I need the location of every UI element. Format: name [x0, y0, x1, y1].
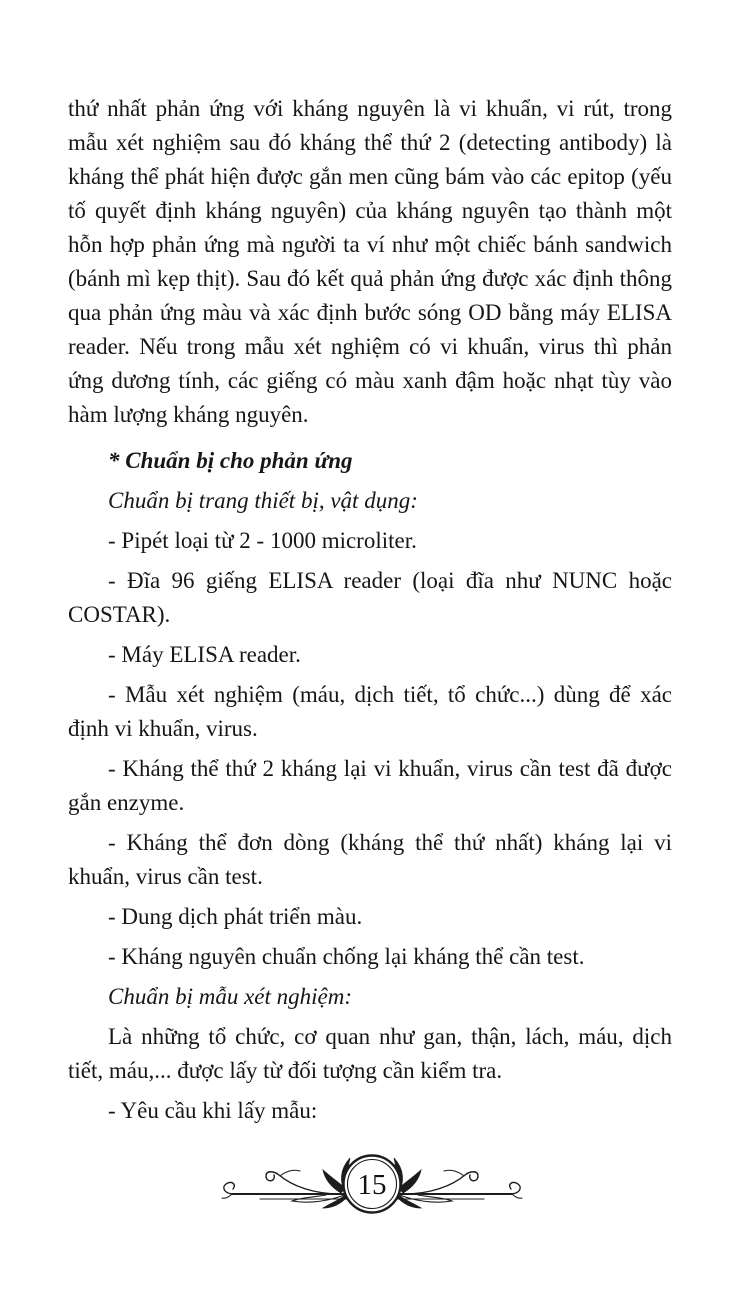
- list-item-elisa-plate: - Đĩa 96 giếng ELISA reader (loại đĩa như NUNC hoặc COSTAR).: [68, 568, 672, 627]
- intro-paragraph: thứ nhất phản ứng với kháng nguyên là vi khuẩn, vi rút, trong mẫu xét nghiệm sau đó kháng thể thứ 2 (detecting antibody) là kháng thể phát hiện được gắn men cũng bám vào các epitop (yếu tố quyết định kháng nguyên) của kháng nguyên tạo thành một hỗn hợp phản ứng mà người ta ví như một chiếc bánh sandwich (bánh mì kẹp thịt). Sau đó kết quả phản ứng được xác định thông qua phản ứng màu và xác định bước sóng OD bằng máy ELISA reader. Nếu trong mẫu xét nghiệm có vi khuẩn, virus thì phản ứng dương tính, các giếng có màu xanh đậm hoặc nhạt tùy vào hàm lượng kháng nguyên.: [68, 96, 672, 427]
- list-item-pipette: - Pipét loại từ 2 - 1000 microliter.: [108, 528, 417, 553]
- list-item-monoclonal-antibody: - Kháng thể đơn dòng (kháng thể thứ nhất) kháng lại vi khuẩn, virus cần test.: [68, 830, 672, 889]
- page-number: 15: [357, 1169, 387, 1201]
- list-item-color-solution: - Dung dịch phát triển màu.: [108, 904, 363, 929]
- list-item-sampling-requirements: - Yêu cầu khi lấy mẫu:: [108, 1098, 318, 1123]
- subsection-heading-equipment: Chuẩn bị trang thiết bị, vật dụng:: [108, 488, 418, 513]
- footer-ornament-icon: [220, 1143, 524, 1227]
- sample-description: Là những tổ chức, cơ quan như gan, thận, lách, máu, dịch tiết, máu,... được lấy từ đối tượng cần kiểm tra.: [68, 1024, 672, 1083]
- section-heading: * Chuẩn bị cho phản ứng: [108, 448, 353, 473]
- text-column: [68, 92, 672, 1134]
- list-item-test-sample: - Mẫu xét nghiệm (máu, dịch tiết, tổ chức...) dùng để xác định vi khuẩn, virus.: [68, 682, 672, 741]
- subsection-heading-sample: Chuẩn bị mẫu xét nghiệm:: [108, 984, 353, 1009]
- page-footer: [220, 1143, 524, 1227]
- list-item-standard-antigen: - Kháng nguyên chuẩn chống lại kháng thể cần test.: [108, 944, 585, 969]
- list-item-elisa-reader: - Máy ELISA reader.: [108, 642, 301, 667]
- list-item-secondary-antibody: - Kháng thể thứ 2 kháng lại vi khuẩn, virus cần test đã được gắn enzyme.: [68, 756, 672, 815]
